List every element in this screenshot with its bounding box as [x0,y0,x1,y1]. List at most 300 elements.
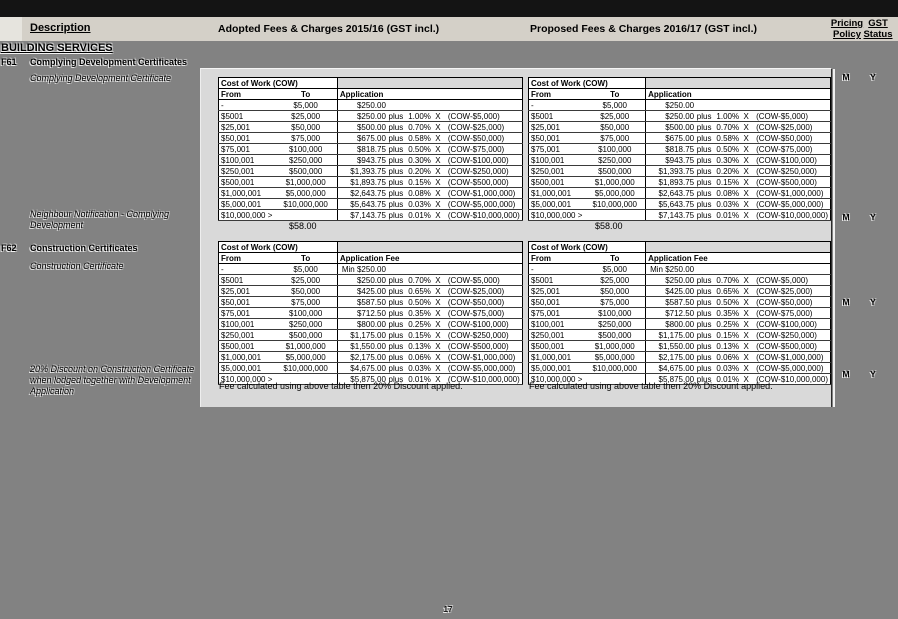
fee-table-row [219,297,523,308]
base-fee: $2,175.00 [350,352,386,362]
base-fee: $5,875.00 [350,374,386,384]
percentage: 0.15% [716,177,740,187]
page-number: 17 [443,605,453,614]
percentage: 0.15% [408,330,431,340]
base-fee: $250.00 [665,275,695,285]
plus-word: plus [388,155,404,165]
gst-status-value: Y [870,212,876,222]
percentage: 0.01% [408,210,431,220]
application-cell [646,352,831,363]
cow-header-cell: Cost of Work (COW) [529,242,646,253]
multiply-sign: X [743,319,749,329]
application-header-cell: Application [337,89,522,100]
percentage: 0.58% [408,133,431,143]
from-cell: $250,001 [219,330,275,341]
plus-word: plus [696,133,712,143]
from-cell: $100,001 [219,155,275,166]
to-cell: $10,000,000 [274,363,337,374]
fee-table-row [529,210,831,221]
fee-table-row [219,133,523,144]
cow-formula: (COW-$1,000,000) [756,352,824,362]
base-fee: $5,875.00 [658,374,695,384]
section-title: BUILDING SERVICES [1,42,113,54]
to-cell: $250,000 [274,155,337,166]
to-header-cell: To [274,89,337,100]
fee-table-row [219,111,523,122]
base-fee: $250.00 [665,100,695,110]
base-fee: $7,143.75 [658,210,695,220]
percentage: 0.15% [408,177,431,187]
neighbour-notification-label: Neighbour Notification - Complying Development [30,209,170,230]
application-cell [337,122,522,133]
plus-word: plus [696,177,712,187]
plus-word: plus [696,319,712,329]
base-fee: $1,550.00 [350,341,386,351]
from-cell: $250,001 [529,330,585,341]
application-cell [337,264,522,275]
plus-word: plus [388,374,404,384]
from-cell: - [219,264,275,275]
cow-formula: (COW-$1,000,000) [447,188,516,198]
to-cell: $10,000,000 [584,363,645,374]
from-cell: $75,001 [529,308,585,319]
percentage: 0.13% [408,341,431,351]
proposed-neighbour-notification-fee: $58.00 [595,221,623,231]
application-cell [337,341,522,352]
base-fee: $1,893.75 [350,177,386,187]
plus-word: plus [696,111,712,121]
to-cell: $50,000 [274,122,337,133]
multiply-sign: X [743,363,749,373]
fee-table-row [529,352,831,363]
application-cell [337,100,522,111]
application-cell [646,210,831,221]
cow-formula: (COW-$5,000,000) [756,199,824,209]
cow-formula: (COW-$75,000) [447,308,505,318]
proposed-cc-fee-table [528,241,831,385]
multiply-sign: X [743,199,749,209]
percentage: 0.30% [716,155,740,165]
plus-word: plus [696,199,712,209]
plus-word: plus [388,199,404,209]
plus-word: plus [696,297,712,307]
percentage: 1.00% [716,111,740,121]
multiply-sign: X [435,188,441,198]
base-fee: $2,175.00 [658,352,695,362]
cow-formula: (COW-$500,000) [447,177,509,187]
to-cell: $10,000,000 [584,199,645,210]
plus-word: plus [388,286,404,296]
to-cell [584,210,645,221]
cow-formula: (COW-$500,000) [756,177,817,187]
from-cell: - [529,100,585,111]
multiply-sign: X [435,363,441,373]
fee-table-row [219,188,523,199]
cow-formula: (COW-$1,000,000) [756,188,824,198]
multiply-sign: X [743,330,749,340]
percentage: 0.03% [408,363,431,373]
from-cell: $5,000,001 [529,199,585,210]
plus-word: plus [388,319,404,329]
cow-formula: (COW-$25,000) [447,286,505,296]
to-cell: $25,000 [274,111,337,122]
application-cell [646,100,831,111]
proposed-cdc-fee-table [528,77,831,221]
fee-table-row [219,122,523,133]
to-cell: $1,000,000 [274,341,337,352]
application-cell [337,363,522,374]
to-cell: $100,000 [274,308,337,319]
fee-table-row [219,341,523,352]
to-cell: $5,000 [274,264,337,275]
plus-word: plus [388,166,404,176]
base-fee: $587.50 [356,297,386,307]
application-cell [646,122,831,133]
multiply-sign: X [743,341,749,351]
from-cell: $10,000,000 > [219,374,275,385]
percentage: 0.20% [716,166,740,176]
base-fee: $1,550.00 [658,341,695,351]
application-cell [646,286,831,297]
cow-formula: (COW-$250,000) [756,166,817,176]
percentage: 0.03% [716,363,740,373]
pricing-policy-value: M [842,72,850,82]
from-cell: $10,000,000 > [219,210,275,221]
to-cell: $5,000 [274,100,337,111]
to-cell: $250,000 [584,319,645,330]
to-cell: $500,000 [274,166,337,177]
base-fee: $800.00 [356,319,386,329]
plus-word: plus [388,363,404,373]
base-fee: $250.00 [356,275,386,285]
fee-table-row [219,199,523,210]
to-cell: $25,000 [584,111,645,122]
application-cell [646,155,831,166]
from-cell: $5001 [529,111,585,122]
multiply-sign: X [435,352,441,362]
cow-formula: (COW-$5,000) [756,275,808,285]
multiply-sign: X [743,166,749,176]
cow-formula: (COW-$25,000) [447,122,505,132]
multiply-sign: X [435,374,441,384]
from-cell: $100,001 [529,155,585,166]
to-cell: $5,000,000 [274,188,337,199]
percentage: 0.06% [716,352,740,362]
base-fee: $2,643.75 [658,188,695,198]
fee-table-row [219,286,523,297]
multiply-sign: X [435,286,441,296]
cow-formula: (COW-$75,000) [756,144,813,154]
from-cell: $5,000,001 [219,363,275,374]
cow-formula: (COW-$50,000) [756,297,813,307]
percentage: 0.03% [408,199,431,209]
application-cell [337,297,522,308]
cow-formula: (COW-$250,000) [447,330,509,340]
from-cell: $50,001 [219,297,275,308]
base-fee: $1,175.00 [658,330,695,340]
empty-header-cell [337,78,522,89]
to-cell: $100,000 [584,308,645,319]
pricing-policy-value: M [842,297,850,307]
from-cell: - [529,264,585,275]
percentage: 0.65% [408,286,431,296]
base-fee: $675.00 [665,133,695,143]
top-band [0,0,898,17]
to-header-cell: To [584,89,645,100]
from-cell: $50,001 [529,133,585,144]
to-cell: $500,000 [584,330,645,341]
application-cell [337,330,522,341]
multiply-sign: X [743,122,749,132]
percentage: 0.50% [408,297,431,307]
percentage: 0.03% [716,199,740,209]
from-cell: $25,001 [219,122,275,133]
from-cell: $100,001 [219,319,275,330]
to-cell: $5,000 [584,100,645,111]
base-fee: $818.75 [356,144,386,154]
fee-table-row [219,210,523,221]
to-cell: $100,000 [584,144,645,155]
cow-formula: (COW-$250,000) [756,330,817,340]
cow-formula: (COW-$75,000) [756,308,813,318]
to-cell: $500,000 [274,330,337,341]
to-cell: $1,000,000 [584,177,645,188]
application-cell [337,308,522,319]
from-cell: $5,000,001 [219,199,275,210]
plus-word: plus [696,341,712,351]
cow-formula: (COW-$50,000) [447,133,505,143]
to-cell: $250,000 [584,155,645,166]
application-cell [337,286,522,297]
multiply-sign: X [743,144,749,154]
cow-formula: (COW-$25,000) [756,286,813,296]
application-cell [337,177,522,188]
multiply-sign: X [435,111,441,121]
base-fee: $1,393.75 [350,166,386,176]
application-cell [337,133,522,144]
to-cell: $75,000 [274,297,337,308]
from-cell: $500,001 [529,341,585,352]
to-cell: $250,000 [274,319,337,330]
fee-table-row [529,188,831,199]
multiply-sign: X [435,166,441,176]
from-cell: $10,000,000 > [529,210,585,221]
multiply-sign: X [743,297,749,307]
from-header-cell: From [529,253,585,264]
multiply-sign: X [743,133,749,143]
column-labels-row [529,253,831,264]
plus-word: plus [388,330,404,340]
application-cell [646,363,831,374]
gst-status-value: Y [870,297,876,307]
cow-formula: (COW-$5,000) [447,275,500,285]
application-cell [646,133,831,144]
base-fee: $250.00 [356,100,386,110]
application-cell [337,352,522,363]
base-fee: $587.50 [665,297,695,307]
adopted-discount-note: Fee calculated using above table then 20% Discount applied. [219,381,463,391]
cow-formula: (COW-$5,000) [447,111,500,121]
to-cell [274,210,337,221]
to-cell: $10,000,000 [274,199,337,210]
percentage: 0.20% [408,166,431,176]
multiply-sign: X [743,308,749,318]
cow-formula: (COW-$10,000,000) [447,210,520,220]
fee-table-row [529,144,831,155]
multiply-sign: X [435,210,441,220]
plus-word: plus [388,133,404,143]
from-cell: $50,001 [219,133,275,144]
plus-word: plus [388,210,404,220]
from-cell: $500,001 [529,177,585,188]
multiply-sign: X [435,341,441,351]
plus-word: plus [388,297,404,307]
plus-word: plus [388,308,404,318]
base-fee: $1,393.75 [658,166,695,176]
to-cell: $50,000 [584,122,645,133]
application-cell [646,341,831,352]
cow-formula: (COW-$100,000) [756,319,817,329]
base-fee: $1,893.75 [658,177,695,187]
base-fee: $425.00 [356,286,386,296]
application-cell [337,275,522,286]
base-fee: $4,675.00 [658,363,695,373]
multiply-sign: X [435,199,441,209]
fee-table-row [529,122,831,133]
multiply-sign: X [435,308,441,318]
fee-table-row [219,275,523,286]
fee-table-row [529,297,831,308]
percentage: 0.70% [408,122,431,132]
cow-formula: (COW-$100,000) [447,155,509,165]
construction-certificate-label: Construction Certificate [30,261,124,271]
gst-status-header: GST Status [863,18,893,40]
base-fee: $1,175.00 [350,330,386,340]
plus-word: plus [696,122,712,132]
cow-formula: (COW-$5,000) [756,111,808,121]
application-cell [646,308,831,319]
from-header-cell: From [529,89,585,100]
from-cell: $50,001 [529,297,585,308]
column-labels-row [219,253,523,264]
percentage: 0.25% [716,319,740,329]
plus-word: plus [696,210,712,220]
application-cell [646,111,831,122]
plus-word: plus [696,352,712,362]
adopted-cc-fee-table [218,241,523,385]
multiply-sign: X [743,210,749,220]
plus-word: plus [388,341,404,351]
adopted-cdc-fee-table [218,77,523,221]
plus-word: plus [388,122,404,132]
plus-word: plus [696,275,712,285]
cow-formula: (COW-$50,000) [447,297,505,307]
from-cell: $500,001 [219,341,275,352]
fee-table-row [219,319,523,330]
percentage: 0.65% [716,286,740,296]
percentage: 0.25% [408,319,431,329]
construction-certificates-title: Construction Certificates [30,243,138,253]
multiply-sign: X [435,144,441,154]
to-cell: $1,000,000 [584,341,645,352]
base-fee: $5,643.75 [350,199,386,209]
cow-formula: (COW-$1,000,000) [447,352,516,362]
application-cell [646,264,831,275]
from-cell: $5001 [219,111,275,122]
to-cell: $5,000,000 [584,352,645,363]
percentage: 0.01% [408,374,431,384]
multiply-sign: X [435,319,441,329]
fee-table-row [529,133,831,144]
application-cell [337,319,522,330]
content-panel [200,68,832,407]
multiply-sign: X [435,275,441,285]
to-cell: $5,000,000 [274,352,337,363]
multiply-sign: X [435,155,441,165]
fee-table-row [529,199,831,210]
base-fee: $943.75 [665,155,695,165]
application-cell [337,199,522,210]
multiply-sign: X [743,352,749,362]
empty-header-cell [646,78,831,89]
cow-formula: (COW-$5,000,000) [447,363,516,373]
column-labels-row [529,89,831,100]
plus-word: plus [696,155,712,165]
plus-word: plus [388,275,404,285]
base-fee: $800.00 [665,319,695,329]
cow-header-row [529,78,831,89]
column-header-band [0,17,898,41]
percentage: 0.70% [716,275,740,285]
fee-table-row [219,100,523,111]
multiply-sign: X [435,297,441,307]
percentage: 0.30% [408,155,431,165]
from-header-cell: From [219,89,275,100]
application-cell [337,166,522,177]
fee-table-row [529,264,831,275]
cow-formula: (COW-$100,000) [447,319,509,329]
application-cell [337,210,522,221]
fee-table-row [219,308,523,319]
empty-header-cell [646,242,831,253]
from-cell: $5,000,001 [529,363,585,374]
base-fee: $943.75 [356,155,386,165]
application-cell [337,111,522,122]
multiply-sign: X [743,111,749,121]
to-cell: $5,000,000 [584,188,645,199]
base-fee: $500.00 [665,122,695,132]
base-fee: $250.00 [356,111,386,121]
cow-formula: (COW-$5,000,000) [756,363,824,373]
application-cell [337,188,522,199]
from-cell: $5001 [529,275,585,286]
base-fee: $818.75 [665,144,695,154]
to-cell: $50,000 [584,286,645,297]
from-cell: $10,000,000 > [529,374,585,385]
plus-word: plus [696,374,712,384]
base-fee: $5,643.75 [658,199,695,209]
base-fee: $250.00 [665,111,695,121]
fee-table-row [529,341,831,352]
multiply-sign: X [743,177,749,187]
fee-table-row [219,330,523,341]
application-header-cell: Application [646,89,831,100]
percentage: 0.70% [408,275,431,285]
from-cell: $1,000,001 [529,188,585,199]
percentage: 0.01% [716,210,740,220]
from-cell: $25,001 [529,286,585,297]
fee-table-row [529,275,831,286]
